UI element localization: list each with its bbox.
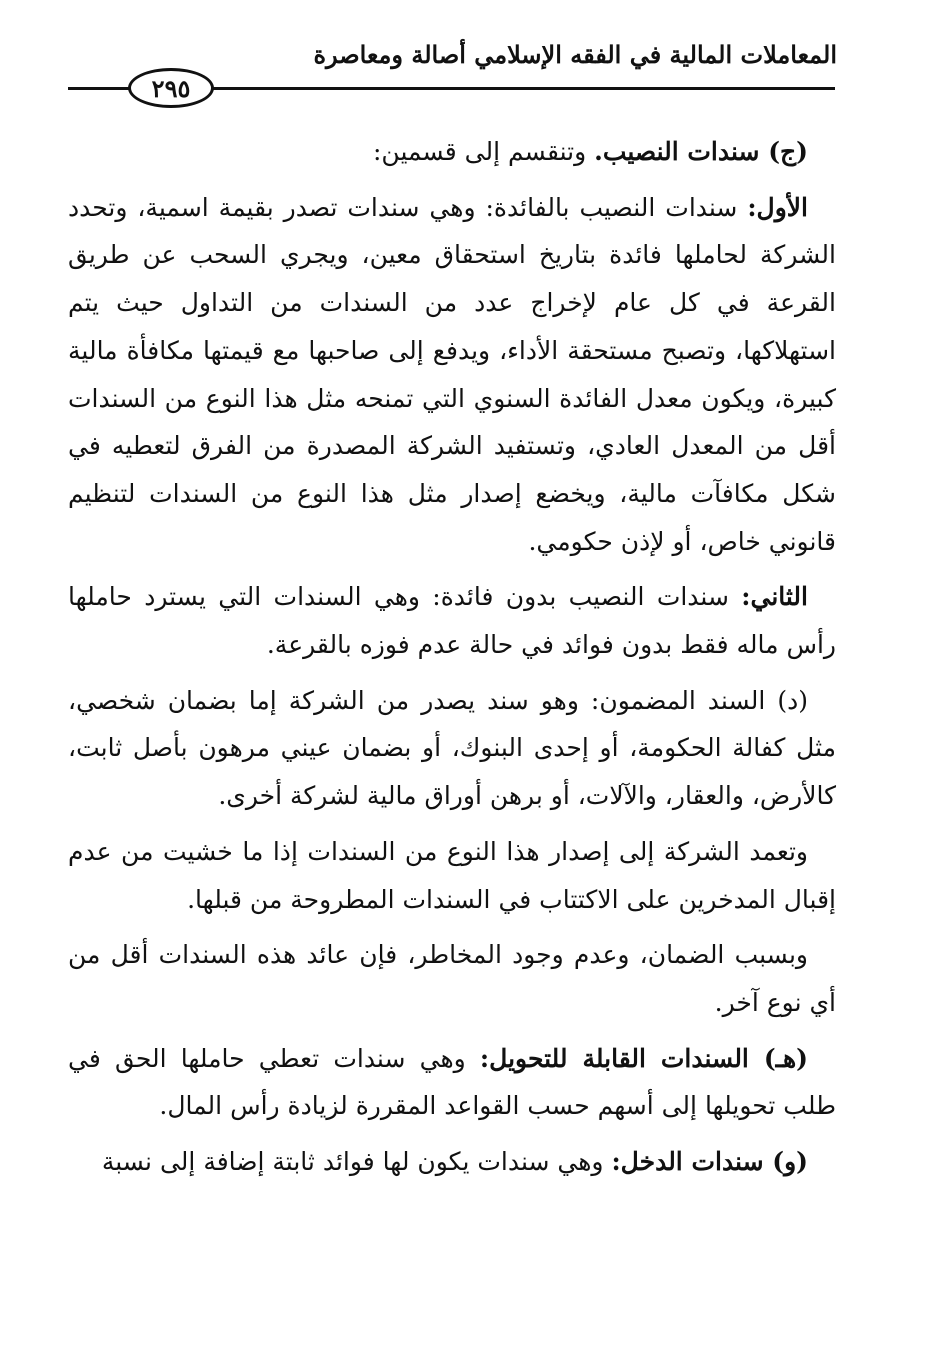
paragraph-first-type <box>68 184 836 566</box>
paragraph-lead: (ج) سندات النصيب. <box>594 137 808 166</box>
paragraph-lead: (و) سندات الدخل: <box>611 1147 808 1177</box>
paragraph-text: وتنقسم إلى قسمين: <box>373 137 595 166</box>
paragraph-text: سندات النصيب بدون فائدة: وهي السندات التي يسترد حاملها رأس ماله فقط بدون فوائد في حالة عدم فوزه بالقرعة. <box>68 582 836 660</box>
paragraph-text: وتعمد الشركة إلى إصدار هذا النوع من السندات إذا ما خشيت من عدم إقبال المدخرين على الاكتتاب في السندات المطروحة من قبلها. <box>68 836 836 914</box>
paragraph-text: سندات النصيب بالفائدة: وهي سندات تصدر بقيمة اسمية، وتحدد الشركة لحاملها فائدة بتاريخ استحقاق معين، ويجري السحب عن طريق القرعة في كل عام لإخراج عدد من السندات من التداول حيث يتم استهلاكها، وتصبح مستحقة الأداء، ويدفع إلى صاحبها مع قيمتها مكافأة مالية كبيرة، ويكون معدل الفائدة السنوي التي تمنحه مثل هذا النوع من السندات أقل من المعدل العادي، وتستفيد الشركة المصدرة من الفرق لتعطيه في شكل مكافآت مالية، ويخضع إصدار مثل هذا النوع من السندات لتنظيم قانوني خاص، أو لإذن حكومي. <box>68 192 836 556</box>
paragraph-w <box>68 1138 836 1186</box>
paragraph-lead: الثاني: <box>741 582 808 612</box>
paragraph-second-type <box>68 573 836 668</box>
paragraph-d-return <box>68 931 836 1026</box>
paragraph-text: وبسبب الضمان، وعدم وجود المخاطر، فإن عائد هذه السندات أقل من أي نوع آخر. <box>68 940 836 1017</box>
paragraph-text: وهي سندات يكون لها فوائد ثابتة إضافة إلى نسبة <box>101 1147 612 1177</box>
page-number-badge: ٢٩٥ <box>128 68 214 108</box>
paragraph-d <box>68 677 836 820</box>
paragraph-lead: (هـ) السندات القابلة للتحويل: <box>479 1043 808 1073</box>
paragraph-d-note <box>68 828 836 923</box>
paragraph-j <box>68 128 836 176</box>
paragraph-h <box>68 1035 836 1130</box>
paragraph-text: (د) السند المضمون: وهو سند يصدر من الشركة إما بضمان شخصي، مثل كفالة الحكومة، أو إحدى البنوك، أو بضمان عيني مرهون بأصل ثابت، كالأرض، والعقار، والآلات، أو برهن أوراق مالية لشركة أخرى. <box>68 685 836 811</box>
running-header-title: المعاملات المالية في الفقه الإسلامي أصالة ومعاصرة <box>313 40 837 69</box>
body-text <box>68 128 836 1194</box>
paragraph-text: وهي سندات تعطي حاملها الحق في طلب تحويلها إلى أسهم حسب القواعد المقررة لزيادة رأس المال. <box>68 1043 836 1121</box>
paragraph-lead: الأول: <box>747 192 808 222</box>
